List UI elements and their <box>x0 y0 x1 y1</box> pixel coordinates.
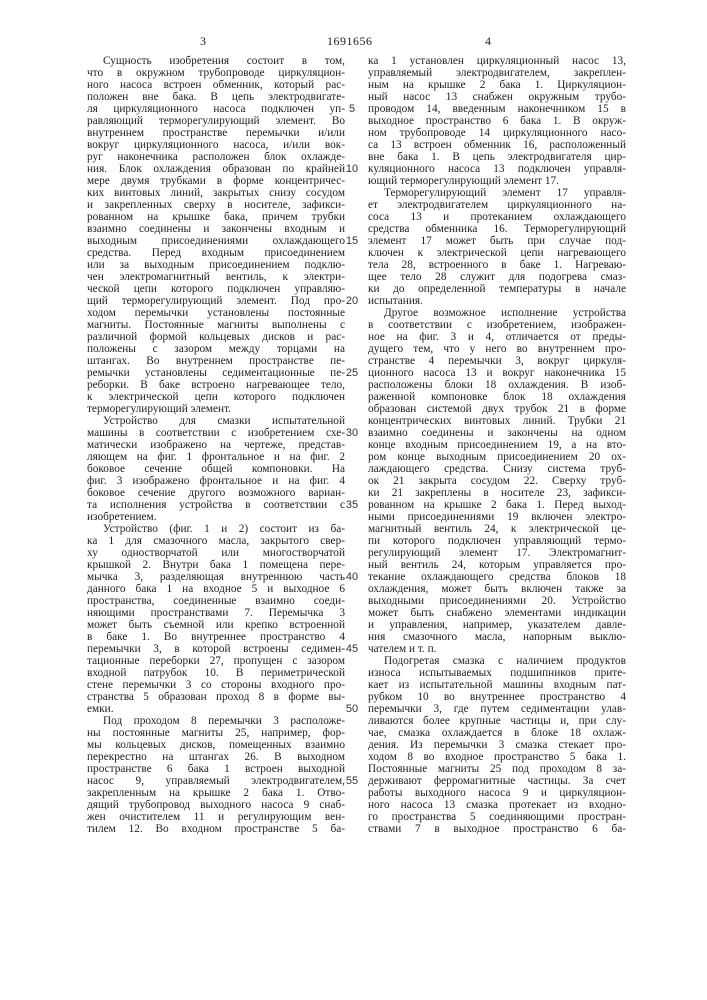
text-line: ключен к электрической цепи нагревающего <box>368 247 626 259</box>
text-line: щий терморегулирующий элемент. Под про- <box>87 295 345 307</box>
text-line: ного насоса встроен обменник, который рас- <box>87 79 345 91</box>
text-line: насос 9, управляемый электродвигателем, <box>87 775 345 787</box>
text-line: штангах. Во внутреннем пространстве пе- <box>87 355 345 367</box>
text-line: и управления, например, указателем давле- <box>368 619 626 631</box>
text-line: ходом 8 во входное пространство 5 бака 1. <box>368 751 626 763</box>
text-line: Под проходом 8 перемычки 3 расположе- <box>87 715 345 727</box>
text-line: мы кольцевых дисков, помещенных взаимно <box>87 739 345 751</box>
text-line: ок 21 закрыта сосудом 22. Сверху труб- <box>368 475 626 487</box>
text-line: элемент 17 может быть при случае под- <box>368 235 626 247</box>
text-line: различной формой кольцевых дисков и рас- <box>87 331 345 343</box>
text-line: что в окружном трубопроводе циркуляцион- <box>87 67 345 79</box>
text-line: может быть съемной или крепко встроенной <box>87 619 345 631</box>
text-line: го пространства 5 соединяющими простран- <box>368 811 626 823</box>
text-line: няющими пространствами 7. Перемычка 3 <box>87 607 345 619</box>
text-line: ния смазочного масла, напорным выклю- <box>368 631 626 643</box>
line-number: 15 <box>344 235 360 247</box>
text-line: тилем 12. Во входном пространстве 5 ба- <box>87 823 345 835</box>
line-number: 45 <box>344 643 360 655</box>
text-line: изобретением. <box>87 511 345 523</box>
text-line: ния. Блок охлаждения образован по крайней <box>87 163 345 175</box>
patent-number: 1691656 <box>327 34 373 49</box>
text-line: ром конце выходным присоединением 20 ох- <box>368 451 626 463</box>
line-number: 5 <box>344 103 360 115</box>
text-line: положен вне бака. В цепь электродвигате- <box>87 91 345 103</box>
text-line: в баке 1. Во внутреннее пространство 4 <box>87 631 345 643</box>
text-line: охлаждения, может быть включен также за <box>368 583 626 595</box>
text-line: перекрестно на штангах 26. В выходном <box>87 751 345 763</box>
line-number: 40 <box>344 571 360 583</box>
text-line: работы выходного насоса 9 и циркуляцион- <box>368 787 626 799</box>
text-line: ху одностворчатой или многостворчатой <box>87 547 345 559</box>
text-line: текание охлаждающего средства блоков 18 <box>368 571 626 583</box>
text-line: са 13 встроен обменник 16, расположенный <box>368 139 626 151</box>
line-number: 55 <box>344 775 360 787</box>
text-line: выходным присоединениями охлаждающего <box>87 235 345 247</box>
text-line: куляционного насоса 13 подключен управля- <box>368 163 626 175</box>
text-line: ном трубопроводе 14 циркуляционного насо- <box>368 127 626 139</box>
text-line: испытания. <box>368 295 626 307</box>
text-line: средства. Перед входным присоединением <box>87 247 345 259</box>
text-line: данного бака 1 на входное 5 и выходное 6 <box>87 583 345 595</box>
text-line: боковое сечение другого возможного вариан- <box>87 487 345 499</box>
text-line: в соответствии с изобретением, изображен- <box>368 319 626 331</box>
text-line: ка 1 для смазочного масла, закрытого свер- <box>87 535 345 547</box>
text-line: ный насос 13 снабжен окружным трубо- <box>368 91 626 103</box>
text-line: Терморегулирующий элемент 17 управля- <box>368 187 626 199</box>
text-line: ходом перемычки установлены постоянные <box>87 307 345 319</box>
text-line: чен электромагнитный вентиль, к электри- <box>87 271 345 283</box>
text-line: ный вентиль 24, которым управляется про- <box>368 559 626 571</box>
text-line: терморегулирующий элемент. <box>87 403 345 415</box>
text-line: матически изображено на чертеже, представ- <box>87 439 345 451</box>
text-line: тационные переборки 27, пропущен с зазором <box>87 655 345 667</box>
text-line: пространства, соединенные взаимно соеди- <box>87 595 345 607</box>
text-line: пространстве 6 бака 1 встроен выходной <box>87 763 345 775</box>
text-line: чателем и т. п. <box>368 643 626 655</box>
text-line: кает из испытательной машины входным пат- <box>368 679 626 691</box>
text-line: ремычки установлены седиментационные пе- <box>87 367 345 379</box>
text-line: ки 21 закреплены в носителе 23, зафикси- <box>368 487 626 499</box>
line-number: 20 <box>344 295 360 307</box>
text-line: пи которого подключен управляющий термо- <box>368 535 626 547</box>
text-line: взаимно соединены и закончены входным и <box>87 223 345 235</box>
right-text-column <box>368 55 626 835</box>
text-line: дящий трубопровод выходного насоса 9 снаб- <box>87 799 345 811</box>
line-number: 50 <box>344 703 360 715</box>
text-line: вокруг циркуляционного насоса, и/или вок- <box>87 139 345 151</box>
text-line: управляемый электродвигателем, закреплен- <box>368 67 626 79</box>
text-line: ционного насоса 13 и вокруг наконечника 15 <box>368 367 626 379</box>
line-number: 25 <box>344 367 360 379</box>
text-line: щее тело 28 служит для подогрева смаз- <box>368 271 626 283</box>
text-line: к электрической цепи которого подключен <box>87 391 345 403</box>
text-line: ного насоса 13 смазка протекает из входно- <box>368 799 626 811</box>
text-line: тела 28, встроенного в баке 1. Нагреваю- <box>368 259 626 271</box>
text-line: ет электродвигателем циркуляционного на- <box>368 199 626 211</box>
text-line: дущего тем, что у него во внутреннем про- <box>368 343 626 355</box>
text-line: странстве 4 перемычки 3, вокруг циркуля- <box>368 355 626 367</box>
text-line: боковое сечение общей компоновки. На <box>87 463 345 475</box>
text-line: образован системой двух трубок 21 в форме <box>368 403 626 415</box>
text-line: перемычки 3, где путем седиментации улав- <box>368 703 626 715</box>
text-line: раженной компоновке блок 18 охлаждения <box>368 391 626 403</box>
text-line: износа испытываемых подшипников прите- <box>368 667 626 679</box>
text-line: входной патрубок 10. В периметрической <box>87 667 345 679</box>
text-line: может быть снабжено элементами индикации <box>368 607 626 619</box>
text-line: Другое возможное исполнение устройства <box>368 307 626 319</box>
text-line: ны постоянные магниты 25, например, фор- <box>87 727 345 739</box>
text-line: ствами 7 в выходное пространство 6 ба- <box>368 823 626 835</box>
text-line: крышкой 2. Внутри бака 1 помещена пере- <box>87 559 345 571</box>
text-line: реборки. В баке встроено нагревающее тело, <box>87 379 345 391</box>
line-number: 35 <box>344 499 360 511</box>
page-number-left: 3 <box>200 34 206 49</box>
text-line: жен очистителем 11 и регулирующим вен- <box>87 811 345 823</box>
text-line: ких винтовых линий, закрытых снизу сосудом <box>87 187 345 199</box>
text-line: внутреннем пространстве перемычки и/или <box>87 127 345 139</box>
text-line: соса 13 и протеканием охлаждающего <box>368 211 626 223</box>
text-line: Постоянные магниты 25 под проходом 8 за- <box>368 763 626 775</box>
text-line: Устройство для смазки испытательной <box>87 415 345 427</box>
text-line: ное на фиг. 3 и 4, отличается от преды- <box>368 331 626 343</box>
text-line: рубком 10 во внутреннее пространство 4 <box>368 691 626 703</box>
text-line: закрепленным на крышке 2 бака 1. Отво- <box>87 787 345 799</box>
left-text-column <box>87 55 345 835</box>
text-line: или за выходным присоединением подклю- <box>87 259 345 271</box>
text-line: регулирующий элемент 17. Электромагнит- <box>368 547 626 559</box>
text-line: ляющем на фиг. 1 фронтальное и на фиг. 2 <box>87 451 345 463</box>
text-line: фиг. 3 изображено фронтальное и на фиг. 4 <box>87 475 345 487</box>
page-number-right: 4 <box>485 34 491 49</box>
text-line: ющий терморегулирующий элемент 17. <box>368 175 626 187</box>
text-line: выходными присоединениями 20. Устройство <box>368 595 626 607</box>
text-line: дения. Из перемычки 3 смазка стекает про- <box>368 739 626 751</box>
text-line: рованном на крышке 2 бака 1. Перед выход- <box>368 499 626 511</box>
text-line: та исполнения устройства в соответствии с <box>87 499 345 511</box>
text-line: вне бака 1. В цепь электродвигателя цир- <box>368 151 626 163</box>
text-line: расположены блоки 18 охлаждения. В изоб- <box>368 379 626 391</box>
text-line: взаимно соединены и закончены на одном <box>368 427 626 439</box>
line-number: 10 <box>344 163 360 175</box>
text-line: стене перемычки 3 со стороны входного про- <box>87 679 345 691</box>
text-line: держивают ферромагнитные частицы. За счет <box>368 775 626 787</box>
text-line: мычка 3, разделяющая внутреннюю часть <box>87 571 345 583</box>
text-line: ки до определенной температуры в начале <box>368 283 626 295</box>
text-line: ческой цепи которого подключен управляю- <box>87 283 345 295</box>
text-line: концентрических винтовых линий. Трубки 21 <box>368 415 626 427</box>
text-line: мере двумя трубками в форме концентричес- <box>87 175 345 187</box>
text-line: равляющий терморегулирующий элемент. Во <box>87 115 345 127</box>
text-line: странства 5 образован проход 8 в форме вы- <box>87 691 345 703</box>
text-line: ля циркуляционного насоса подключен уп- <box>87 103 345 115</box>
text-line: машины в соответствии с изобретением схе- <box>87 427 345 439</box>
text-line: перемычки 3, в которой встроены седимен- <box>87 643 345 655</box>
text-line: проводом 14, введенным наконечником 15 в <box>368 103 626 115</box>
text-line: и закрепленных сверху в носителе, зафикси- <box>87 199 345 211</box>
text-line: емки. <box>87 703 345 715</box>
text-line: ка 1 установлен циркуляционный насос 13, <box>368 55 626 67</box>
text-line: рованном на крышке бака, причем трубки <box>87 211 345 223</box>
text-line: ным на крышке 2 бака 1. Циркуляцион- <box>368 79 626 91</box>
text-line: магниты. Постоянные магниты выполнены с <box>87 319 345 331</box>
text-line: положены с зазором между торцами на <box>87 343 345 355</box>
text-line: руг наконечника расположен блок охлажде- <box>87 151 345 163</box>
line-number: 30 <box>344 427 360 439</box>
text-line: лаждающего средства. Снизу система труб- <box>368 463 626 475</box>
text-line: выходное пространство 6 бака 1. В окруж- <box>368 115 626 127</box>
text-line: магнитный вентиль 24, к электрической це- <box>368 523 626 535</box>
text-line: Сущность изобретения состоит в том, <box>87 55 345 67</box>
text-line: конце входным присоединением 19, а на вто- <box>368 439 626 451</box>
text-line: Подогретая смазка с наличием продуктов <box>368 655 626 667</box>
text-line: Устройство (фиг. 1 и 2) состоит из ба- <box>87 523 345 535</box>
text-line: средства обменника 16. Терморегулирующий <box>368 223 626 235</box>
text-line: ливаются более крупные частицы и, при слу- <box>368 715 626 727</box>
text-line: ными присоединениями 19 включен электро- <box>368 511 626 523</box>
text-line: чае, смазка охлаждается в блоке 18 охлаж- <box>368 727 626 739</box>
